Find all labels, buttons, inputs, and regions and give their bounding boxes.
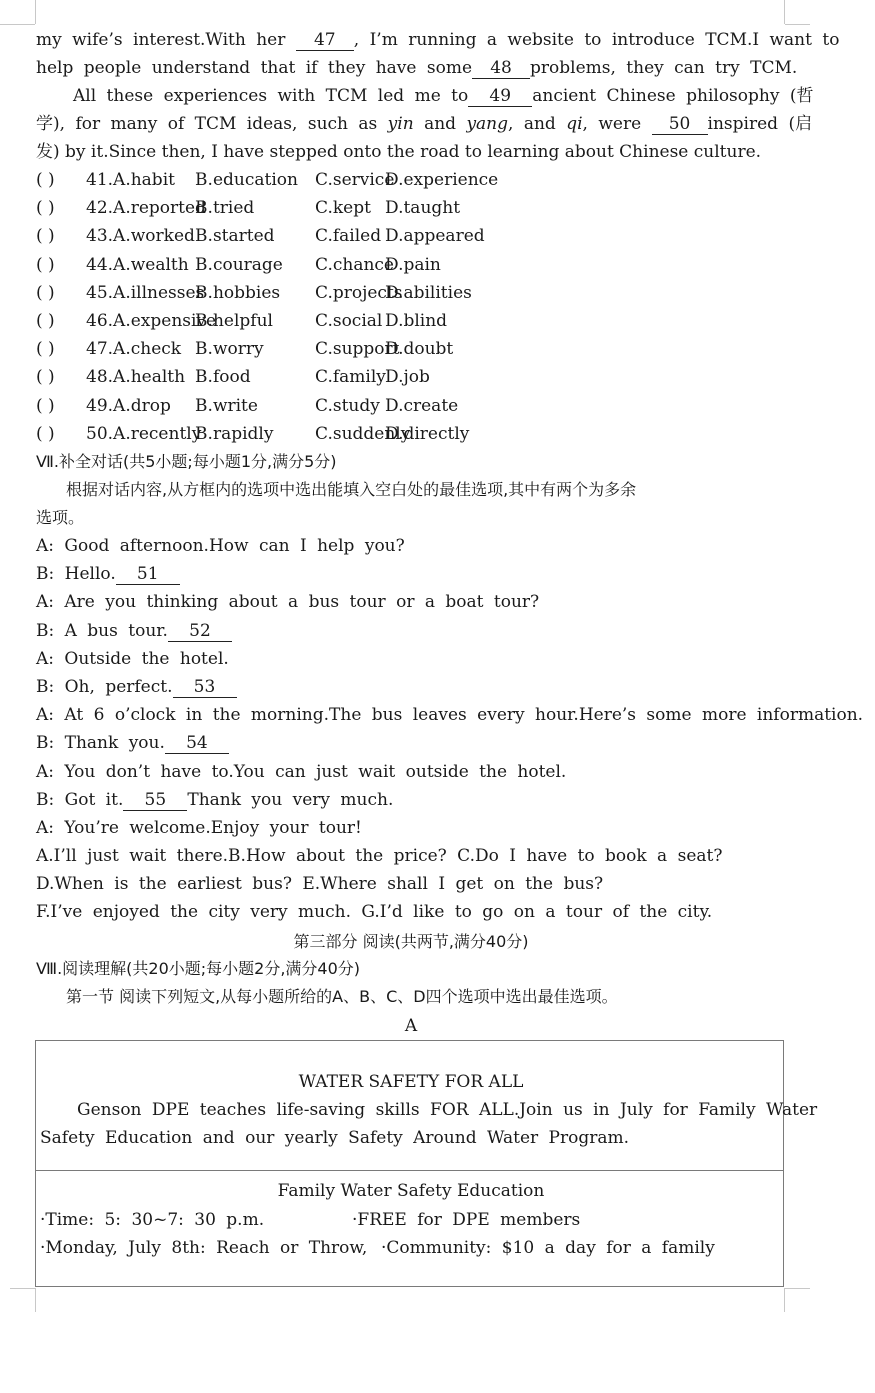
answer-bracket[interactable]: ( ) — [36, 423, 55, 444]
question-number: 42. — [86, 198, 114, 219]
answer-bracket[interactable]: ( ) — [36, 226, 55, 247]
blank-47: 47 — [296, 30, 354, 51]
section-heading: Ⅶ.补全对话(共5小题;每小题1分,满分5分) — [36, 452, 337, 471]
passage-line — [36, 26, 840, 54]
choice-line — [36, 420, 798, 448]
option-b: B.tried — [195, 198, 255, 219]
answer-bracket[interactable]: ( ) — [36, 311, 55, 331]
option-a: A.reported — [113, 198, 206, 219]
question-number: 48. — [86, 367, 114, 388]
option-line: F.I’ve enjoyed the city very much. G.I’d like to go on a tour of the city. — [36, 902, 713, 923]
option-b: B.food — [195, 367, 251, 388]
option-b: B.helpful — [195, 311, 273, 331]
crop-mark — [35, 1288, 36, 1312]
choice-line — [36, 222, 798, 250]
dialogue-text: Thank you very much. — [187, 789, 394, 810]
choice-line — [36, 392, 798, 420]
crop-mark — [784, 1288, 785, 1312]
choice-line — [36, 307, 798, 335]
box-intro: Genson DPE teaches life-saving skills FOR ALL.Join us in July for Family Water — [77, 1100, 818, 1120]
box-title: WATER SAFETY FOR ALL — [298, 1072, 524, 1092]
question-number: 44. — [86, 254, 114, 275]
passage-text: All these experiences with TCM led me to — [73, 86, 469, 106]
option-a: A.habit — [113, 170, 175, 190]
option-b: B.started — [195, 226, 275, 247]
dialogue-line — [36, 532, 798, 560]
option-c: C.study — [315, 395, 380, 416]
option-a: A.check — [113, 339, 182, 360]
option-d: D.create — [385, 395, 459, 416]
blank-48: 48 — [472, 58, 530, 79]
option-d: D.taught — [385, 198, 461, 219]
passage-line — [36, 54, 798, 82]
passage-label: A — [404, 1016, 418, 1036]
answer-bracket[interactable]: ( ) — [36, 170, 55, 190]
instruction: 选项。 — [36, 508, 85, 527]
instruction: 第一节 阅读下列短文,从每小题所给的A、B、C、D四个选项中选出最佳选项。 — [66, 987, 618, 1006]
answer-bracket[interactable]: ( ) — [36, 282, 55, 303]
answer-blank[interactable]: 54 — [165, 733, 229, 754]
option-d: D.pain — [385, 254, 441, 275]
answer-blank[interactable]: 55 — [123, 790, 187, 811]
dialogue-line — [36, 560, 798, 588]
box-subtitle: Family Water Safety Education — [277, 1181, 545, 1201]
option-c: C.suddenly — [315, 423, 411, 444]
option-c: C.failed — [315, 226, 382, 247]
answer-bracket[interactable]: ( ) — [36, 367, 55, 388]
option-a: A.health — [113, 367, 186, 388]
option-a: A.illnesses — [113, 282, 205, 303]
box-divider — [36, 1170, 783, 1171]
dialogue-text: A: You don’t have to.You can just wait outside the hotel. — [36, 761, 567, 782]
box-intro: Safety Education and our yearly Safety Around Water Program. — [40, 1128, 629, 1148]
answer-bracket[interactable]: ( ) — [36, 198, 55, 219]
option-d: D.abilities — [385, 282, 472, 303]
dialogue-text: B: Got it. — [36, 789, 124, 810]
dialogue-line — [36, 645, 798, 673]
dialogue-text: A: Outside the hotel. — [36, 648, 229, 669]
dialogue-text: A: Good afternoon.How can I help you? — [36, 536, 405, 556]
passage-text: problems, they can try TCM. — [530, 58, 798, 78]
option-b: B.rapidly — [195, 423, 274, 444]
question-number: 41. — [86, 170, 114, 190]
dialogue-text: B: A bus tour. — [36, 620, 168, 641]
passage-text: help people understand that if they have some — [36, 58, 473, 78]
option-a: A.worked — [113, 226, 195, 247]
dialogue-text: B: Thank you. — [36, 733, 165, 754]
option-b: B.courage — [195, 254, 283, 275]
option-b: B.education — [195, 170, 298, 190]
part-heading: 第三部分 阅读(共两节,满分40分) — [293, 932, 529, 951]
option-d: D.doubt — [385, 339, 454, 360]
option-d: D.blind — [385, 311, 448, 331]
passage-text: ancient Chinese philosophy (哲 — [532, 86, 814, 106]
answer-bracket[interactable]: ( ) — [36, 395, 55, 416]
section-heading: Ⅷ.阅读理解(共20小题;每小题2分,满分40分) — [36, 959, 361, 978]
dialogue-line — [36, 814, 798, 842]
dialogue-line — [36, 588, 798, 616]
answer-blank[interactable]: 53 — [173, 677, 237, 698]
passage-text: inspired (启 — [707, 114, 813, 134]
dialogue-line — [36, 673, 798, 701]
choice-line — [36, 363, 798, 391]
passage-text: , I’m running a website to introduce TCM.I want to — [353, 30, 840, 50]
passage-text: yin — [387, 114, 414, 134]
passage-text: and — [424, 114, 457, 134]
option-d: D.appeared — [385, 226, 485, 247]
choice-line — [36, 279, 798, 307]
crop-mark — [785, 24, 810, 25]
answer-blank[interactable]: 51 — [116, 564, 180, 585]
dialogue-text: A: Are you thinking about a bus tour or a boat tour? — [36, 592, 540, 613]
question-number: 49. — [86, 395, 114, 416]
dialogue-line — [36, 786, 798, 814]
question-number: 47. — [86, 339, 114, 360]
question-number: 46. — [86, 311, 114, 331]
question-number: 45. — [86, 282, 114, 303]
passage-text: yang — [466, 114, 509, 134]
option-c: C.family — [315, 367, 386, 388]
passage-text: , were — [582, 114, 642, 134]
option-line: A.I’ll just wait there.B.How about the price? C.Do I have to book a seat? — [36, 846, 723, 866]
option-b: B.write — [195, 395, 258, 416]
blank-49: 49 — [468, 86, 532, 107]
option-d: D.experience — [385, 170, 499, 190]
answer-blank[interactable]: 52 — [168, 621, 232, 642]
option-c: C.service — [315, 170, 395, 190]
choice-line — [36, 335, 798, 363]
box-time: ·Time: 5: 30~7: 30 p.m. — [40, 1210, 265, 1230]
question-number: 43. — [86, 226, 114, 247]
dialogue-line — [36, 758, 798, 786]
option-a: A.recently — [113, 423, 202, 444]
choice-line — [36, 194, 798, 222]
dialogue-text: B: Oh, perfect. — [36, 677, 173, 697]
dialogue-line — [36, 701, 864, 729]
question-number: 50. — [86, 423, 114, 444]
option-d: D.job — [385, 367, 430, 388]
option-a: A.wealth — [113, 254, 189, 275]
dialogue-text: A: You’re welcome.Enjoy your tour! — [36, 818, 362, 838]
passage-text: qi — [566, 114, 583, 134]
passage-text: , and — [508, 114, 556, 134]
passage-text: 学), for many of TCM ideas, such as — [36, 114, 378, 134]
passage-line — [73, 82, 814, 110]
dialogue-line — [36, 617, 798, 645]
option-c: C.kept — [315, 198, 371, 219]
passage-line — [36, 110, 813, 138]
box-free: ·FREE for DPE members — [352, 1210, 581, 1230]
option-c: C.social — [315, 311, 383, 331]
instruction: 根据对话内容,从方框内的选项中选出能填入空白处的最佳选项,其中有两个为多余 — [66, 480, 637, 499]
box-monday: ·Monday, July 8th: Reach or Throw, — [40, 1238, 368, 1258]
passage-text: my wife’s interest.With her — [36, 30, 286, 50]
option-c: C.projects — [315, 282, 403, 303]
dialogue-line — [36, 729, 798, 757]
crop-mark — [10, 1288, 35, 1289]
blank-50: 50 — [652, 114, 708, 135]
crop-mark — [785, 1288, 810, 1289]
crop-mark — [784, 0, 785, 24]
option-line: D.When is the earliest bus? E.Where shall I get on the bus? — [36, 874, 604, 895]
dialogue-text: B: Hello. — [36, 564, 116, 585]
option-b: B.hobbies — [195, 282, 281, 303]
option-c: C.chance — [315, 254, 394, 275]
option-a: A.expensive — [113, 311, 217, 331]
box-community: ·Community: $10 a day for a family — [381, 1238, 715, 1258]
crop-mark — [35, 0, 36, 24]
choice-line — [36, 251, 798, 279]
answer-bracket[interactable]: ( ) — [36, 339, 55, 360]
crop-mark — [0, 24, 35, 25]
passage-line: 发) by it.Since then, I have stepped onto the road to learning about Chinese culture. — [36, 142, 762, 162]
option-b: B.worry — [195, 339, 264, 360]
option-c: C.support — [315, 339, 400, 360]
option-d: D.directly — [385, 423, 470, 444]
dialogue-text: A: At 6 o’clock in the morning.The bus leaves every hour.Here’s some more information. — [36, 705, 864, 726]
choice-line — [36, 166, 798, 194]
option-a: A.drop — [113, 395, 171, 416]
answer-bracket[interactable]: ( ) — [36, 254, 55, 275]
